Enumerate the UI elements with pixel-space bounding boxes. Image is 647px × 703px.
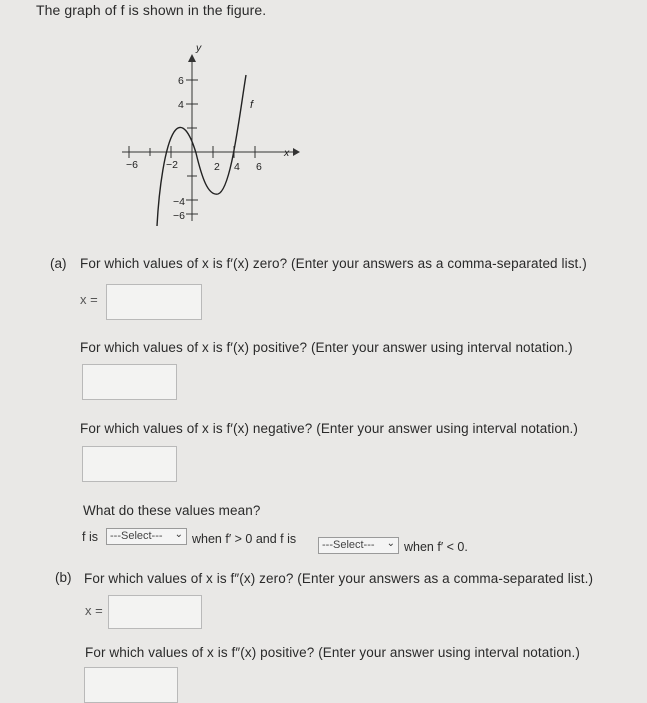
y-tick-label: 6 bbox=[178, 75, 184, 87]
fdoubleprime-zero-input[interactable] bbox=[108, 595, 202, 629]
x-tick-label: 2 bbox=[214, 161, 220, 173]
y-axis-label: y bbox=[196, 42, 202, 54]
x-axis-arrow bbox=[293, 148, 300, 156]
y-tick-label: −4 bbox=[173, 196, 185, 208]
select-2-value: ---Select--- bbox=[322, 539, 375, 551]
y-tick-label: 4 bbox=[178, 99, 184, 111]
y-tick-label: −6 bbox=[173, 210, 185, 222]
x-tick-label: −2 bbox=[166, 159, 178, 171]
f-is-label-1: f is bbox=[82, 530, 98, 544]
increasing-decreasing-select-1[interactable] bbox=[106, 528, 187, 545]
part-a-question-1: For which values of x is f′(x) zero? (Enter your answers as a comma-separated list.) bbox=[80, 256, 587, 271]
fprime-zero-input[interactable] bbox=[106, 284, 202, 320]
x-axis-label: x bbox=[284, 147, 290, 159]
intro-text: The graph of f is shown in the figure. bbox=[36, 2, 267, 18]
part-b-question-1: For which values of x is f″(x) zero? (Enter your answers as a comma-separated list.) bbox=[84, 571, 594, 586]
function-graph bbox=[110, 38, 310, 233]
y-axis-arrow bbox=[188, 54, 196, 62]
part-a-tag: (a) bbox=[50, 256, 67, 271]
fdoubleprime-positive-input[interactable] bbox=[84, 667, 178, 703]
mid-sentence-text: when f′ > 0 and f is bbox=[192, 532, 297, 546]
fprime-negative-input[interactable] bbox=[82, 446, 177, 482]
chevron-down-icon: ⌄ bbox=[386, 538, 395, 549]
meaning-question: What do these values mean? bbox=[83, 503, 261, 518]
x-tick-label: 6 bbox=[256, 161, 262, 173]
answer-prefix-label-b: x = bbox=[85, 603, 103, 618]
curve-f bbox=[157, 75, 246, 226]
part-a-question-2: For which values of x is f′(x) positive? (Enter your answer using interval notation.) bbox=[80, 340, 573, 355]
increasing-decreasing-select-2[interactable] bbox=[318, 537, 399, 554]
x-tick-label: 4 bbox=[234, 161, 240, 173]
part-b-question-2: For which values of x is f″(x) positive? (Enter your answer using interval notation.) bbox=[85, 645, 580, 660]
end-sentence-text: when f′ < 0. bbox=[404, 540, 468, 554]
part-a-question-3: For which values of x is f′(x) negative? (Enter your answer using interval notation.) bbox=[80, 421, 578, 436]
answer-prefix-label: x = bbox=[80, 292, 98, 307]
part-b-tag: (b) bbox=[55, 570, 72, 585]
chevron-down-icon: ⌄ bbox=[174, 529, 183, 540]
select-1-value: ---Select--- bbox=[110, 530, 163, 542]
curve-label: f bbox=[250, 99, 254, 111]
fprime-positive-input[interactable] bbox=[82, 364, 177, 400]
x-tick-label: −6 bbox=[126, 159, 138, 171]
